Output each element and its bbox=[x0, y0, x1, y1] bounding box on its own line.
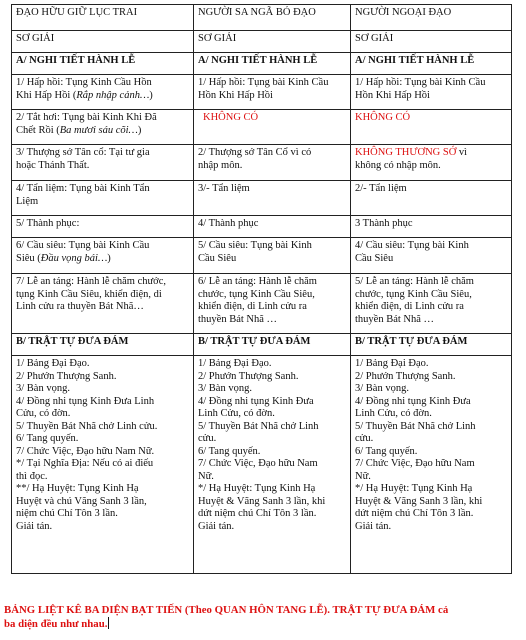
cell-line: 1/ Hấp hồi: Tụng bài Kinh Cầu bbox=[355, 77, 486, 88]
cell-line: khiển điện, di Linh cửu ra bbox=[355, 301, 464, 312]
table-cell bbox=[194, 75, 351, 110]
table-cell bbox=[351, 274, 512, 334]
cell-line: 7/ Chức Việc, Đạo hữu Nam Nữ. bbox=[16, 445, 155, 457]
table-cell bbox=[12, 110, 194, 145]
section-b-row bbox=[12, 334, 512, 356]
cell-line: 6/ Lễ an táng: Hành lễ chăm bbox=[198, 276, 317, 287]
cell-line: Giải tán. bbox=[355, 520, 392, 532]
cell-line: 5/ Cầu siêu: Tụng bài Kinh bbox=[198, 240, 312, 251]
table-cell bbox=[12, 181, 194, 216]
cell-line: 1/ Bảng Đại Đạo. bbox=[198, 358, 272, 369]
table-cell bbox=[194, 110, 351, 145]
cell-line: 3/ Thượng sớ Tân cổ: Tại tư gia bbox=[16, 147, 150, 158]
cell-line: Hồn Khi Hấp Hồi bbox=[355, 89, 430, 101]
procession-cell bbox=[12, 356, 194, 574]
cell-line: hoặc Thánh Thất. bbox=[16, 159, 90, 171]
cell-line: **/ Hạ Huyệt: Tụng Kinh Hạ bbox=[16, 483, 139, 494]
section-heading: A/ NGHI TIẾT HÀNH LỄ bbox=[351, 53, 512, 75]
cell-line: Huyệt và chú Vãng Sanh 3 lần, bbox=[16, 495, 147, 507]
section-heading: B/ TRẬT TỰ ĐƯA ĐÁM bbox=[351, 334, 512, 356]
table-row bbox=[12, 110, 512, 145]
table-cell bbox=[351, 238, 512, 274]
procession-cell bbox=[351, 356, 512, 574]
cell-line: niệm chú Chí Tôn 3 lần. bbox=[16, 508, 118, 519]
cell-line: 1/ Bảng Đại Đạo. bbox=[16, 358, 90, 369]
cell-line: 6/ Tang quyến. bbox=[16, 433, 79, 444]
cell-line: Huyệt & Vãng Sanh 3 lần, khi bbox=[198, 495, 326, 507]
cell-line: Linh Cửu, có đờn. bbox=[198, 408, 275, 419]
table-row bbox=[12, 274, 512, 334]
table-cell bbox=[351, 75, 512, 110]
cell-line: 2/ Phướn Thượng Sanh. bbox=[198, 370, 299, 382]
so-giai-cell: SƠ GIẢI bbox=[194, 31, 351, 53]
cell-line: Khi Hấp Hồi (Rắp nhập cảnh…) bbox=[16, 89, 153, 101]
so-giai-row bbox=[12, 31, 512, 53]
cell-line: Liệm bbox=[16, 195, 39, 207]
table-cell bbox=[12, 274, 194, 334]
header-cell: ĐẠO HỮU GIỮ LỤC TRAI bbox=[12, 5, 194, 31]
cell-line: Nữ. bbox=[355, 470, 371, 482]
document bbox=[11, 4, 511, 574]
none-label: KHÔNG CÓ bbox=[203, 112, 259, 123]
cell-line: nhập môn. bbox=[198, 159, 243, 171]
cell-line: 1/ Hấp hồi: Tụng bài Kinh Cầu bbox=[198, 77, 329, 88]
cell-line: dứt niệm chú Chí Tôn 3 lần. bbox=[198, 508, 317, 519]
cell-line: */ Hạ Huyệt: Tụng Kinh Hạ bbox=[355, 483, 473, 494]
table-cell bbox=[12, 75, 194, 110]
cell-line: 2/ Thượng sớ Tân Cổ vì có bbox=[198, 147, 312, 158]
procession-row bbox=[12, 356, 512, 574]
cell-line: 4/ Tẩn liệm: Tụng bài Kinh Tẩn bbox=[16, 183, 150, 194]
cell-line: 6/ Tang quyến. bbox=[355, 445, 418, 457]
header-cell: NGƯỜI NGOẠI ĐẠO bbox=[351, 5, 512, 31]
comparison-table bbox=[11, 4, 512, 574]
cell-line: 4/ Đồng nhi tụng Kinh Đưa Linh bbox=[16, 395, 155, 407]
cell-line: Nữ. bbox=[198, 470, 214, 482]
cell-line: Huyệt & Vãng Sanh 3 lần, khi bbox=[355, 495, 483, 507]
section-heading: B/ TRẬT TỰ ĐƯA ĐÁM bbox=[12, 334, 194, 356]
cell-line: 5/ Thuyền Bát Nhã chở Linh cửu. bbox=[16, 420, 158, 432]
cell-line: Cầu Siêu bbox=[198, 252, 237, 264]
cell-line: 2/- Tẩn liệm bbox=[355, 183, 407, 194]
table-row bbox=[12, 75, 512, 110]
cell-line: thuyền Bát Nhã … bbox=[198, 313, 278, 325]
table-cell bbox=[194, 274, 351, 334]
table-cell bbox=[351, 110, 512, 145]
cell-line: */ Tại Nghĩa Địa: Nếu có ai điếu bbox=[16, 458, 154, 469]
cell-line: KHÔNG THƯƠNG SỚ vì bbox=[355, 147, 468, 158]
cell-line: Cầu Siêu bbox=[355, 252, 394, 264]
so-giai-cell: SƠ GIẢI bbox=[351, 31, 512, 53]
table-cell bbox=[194, 145, 351, 181]
cell-line: dứt niệm chú Chí Tôn 3 lần. bbox=[355, 508, 474, 519]
section-heading: B/ TRẬT TỰ ĐƯA ĐÁM bbox=[194, 334, 351, 356]
table-cell bbox=[12, 216, 194, 238]
caption-line: ba diện đều như nhau. bbox=[4, 618, 108, 630]
cell-line: 5/ Thuyền Bát Nhã chở Linh bbox=[198, 420, 319, 432]
cell-line: 5/ Thành phục: bbox=[16, 218, 80, 229]
cell-line: chước, tụng Kinh Cầu Siêu, bbox=[355, 288, 472, 300]
cell-line: chước, tụng Kinh Cầu Siêu, bbox=[198, 288, 315, 300]
cell-line: 6/ Tang quyến. bbox=[198, 445, 261, 457]
table-cell bbox=[12, 238, 194, 274]
cell-line: Hồn Khi Hấp Hồi bbox=[198, 89, 273, 101]
cell-line: 3/ Bàn vọng. bbox=[16, 383, 70, 394]
caption-line: BẢNG LIỆT KÊ BA DIỆN BẠT TIẾN (Theo QUAN HÔN TANG LỄ). TRẬT TỰ ĐƯA ĐÁM cả bbox=[4, 604, 449, 616]
so-giai-cell: SƠ GIẢI bbox=[12, 31, 194, 53]
table-row bbox=[12, 145, 512, 181]
cell-line: 5/ Lễ an táng: Hành lễ chăm bbox=[355, 276, 474, 287]
cell-line: 5/ Thuyền Bát Nhã chở Linh bbox=[355, 420, 476, 432]
cell-line: 6/ Cầu siêu: Tụng bài Kinh Cầu bbox=[16, 240, 150, 251]
section-heading: A/ NGHI TIẾT HÀNH LỄ bbox=[194, 53, 351, 75]
cell-line: 3 Thành phục bbox=[355, 218, 413, 229]
cell-line: */ Hạ Huyệt: Tụng Kinh Hạ bbox=[198, 483, 316, 494]
cell-line: 7/ Lễ an táng: Hành lễ chăm chước, bbox=[16, 276, 167, 287]
table-cell bbox=[194, 181, 351, 216]
cell-line: 2/ Phướn Thượng Sanh. bbox=[16, 370, 117, 382]
text-cursor bbox=[108, 617, 109, 629]
cell-line: khiển điện, di Linh cửu ra bbox=[198, 301, 307, 312]
table-row bbox=[12, 216, 512, 238]
cell-line: 1/ Bảng Đại Đạo. bbox=[355, 358, 429, 369]
cell-line: 2/ Tắt hơi: Tụng bài Kinh Khi Đã bbox=[16, 112, 157, 123]
table-cell bbox=[194, 238, 351, 274]
cell-line: 2/ Phướn Thượng Sanh. bbox=[355, 370, 456, 382]
table-cell bbox=[351, 181, 512, 216]
cell-line: 3/ Bàn vọng. bbox=[355, 383, 409, 394]
cell-line: 7/ Chức Việc, Đạo hữu Nam bbox=[355, 458, 475, 469]
cell-line: 1/ Hấp hồi: Tụng Kinh Cầu Hồn bbox=[16, 77, 152, 88]
table-row bbox=[12, 181, 512, 216]
cell-line: 7/ Chức Việc, Đạo hữu Nam bbox=[198, 458, 318, 469]
table-cell bbox=[351, 145, 512, 181]
cell-line: Giải tán. bbox=[198, 520, 235, 532]
cell-line: cửu. bbox=[355, 433, 374, 444]
cell-line: Linh Cửu, có đờn. bbox=[355, 408, 432, 419]
cell-line: thì đọc. bbox=[16, 470, 48, 482]
cell-line: 4/ Thành phục bbox=[198, 218, 259, 229]
header-cell: NGƯỜI SA NGÃ BỎ ĐẠO bbox=[194, 5, 351, 31]
cell-line: Chết Rồi (Ba mươi sáu cõi…) bbox=[16, 124, 142, 136]
cell-line: cửu. bbox=[198, 433, 217, 444]
cell-line: thuyền Bát Nhã … bbox=[355, 313, 435, 325]
cell-line: 3/ Bàn vọng. bbox=[198, 383, 252, 394]
cell-line: không có nhập môn. bbox=[355, 159, 441, 171]
table-cell bbox=[194, 216, 351, 238]
cell-line: 3/- Tẩn liệm bbox=[198, 183, 250, 194]
cell-line: 4/ Cầu siêu: Tụng bài Kinh bbox=[355, 240, 469, 251]
table-cell bbox=[351, 216, 512, 238]
table-cell bbox=[12, 145, 194, 181]
cell-line: Linh cửu ra thuyền Bát Nhã… bbox=[16, 301, 144, 312]
cell-line: Giải tán. bbox=[16, 520, 53, 532]
cell-line: Cửu, có đờn. bbox=[16, 408, 71, 419]
caption bbox=[4, 604, 514, 631]
header-row bbox=[12, 5, 512, 31]
section-heading: A/ NGHI TIẾT HÀNH LỄ bbox=[12, 53, 194, 75]
cell-line: 4/ Đồng nhi tụng Kinh Đưa bbox=[198, 395, 314, 407]
procession-cell bbox=[194, 356, 351, 574]
cell-line: tụng Kinh Cầu Siêu, khiển điện, di bbox=[16, 288, 162, 300]
cell-line: 4/ Đồng nhi tụng Kinh Đưa bbox=[355, 395, 471, 407]
table-row bbox=[12, 238, 512, 274]
section-a-row bbox=[12, 53, 512, 75]
none-label: KHÔNG CÓ bbox=[355, 112, 411, 123]
cell-line: Siêu (Đầu vọng bái…) bbox=[16, 252, 111, 264]
